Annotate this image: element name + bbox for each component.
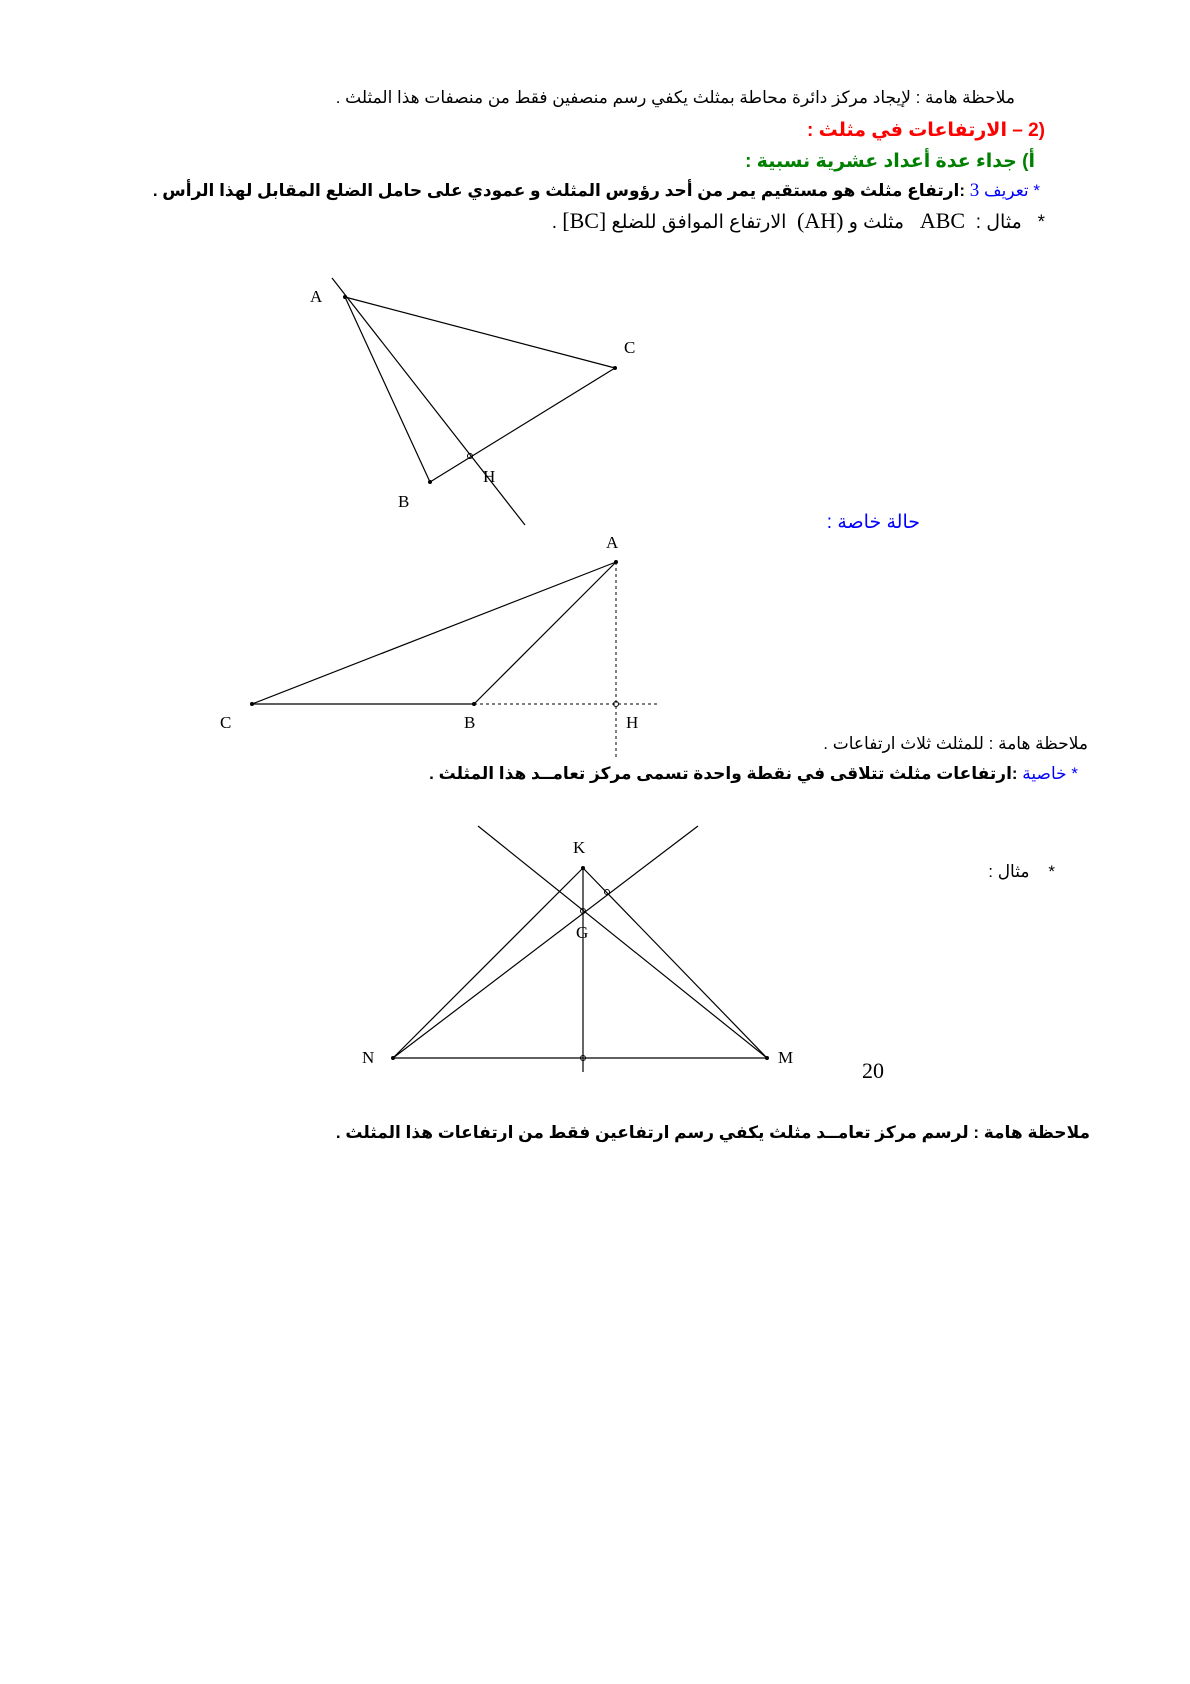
note-2-text: للمثلث ثلاث ارتفاعات .	[823, 734, 989, 753]
definition-3-text: :ارتفاع مثلث هو مستقيم يمر من أحد رؤوس المثلث و عمودي على حامل الضلع المقابل لهذا الرأس .	[152, 181, 970, 200]
special-case-label: حالة خاصة :	[826, 512, 920, 533]
note-1-label: ملاحظة هامة :	[915, 88, 1015, 107]
note-3	[336, 1123, 1090, 1143]
label-c: C	[220, 713, 232, 732]
definition-3-number: 3	[969, 180, 980, 201]
example-1-side: [BC]	[562, 208, 607, 233]
label-a: A	[310, 287, 323, 306]
label-h: H	[483, 467, 496, 486]
property-label: * خاصية	[1022, 764, 1078, 783]
definition-3-label: * تعريف	[984, 181, 1040, 200]
property-text: :ارتفاعات مثلث تتلاقى في نقطة واحدة تسمى مركز تعامــد هذا المثلث .	[429, 764, 1023, 783]
label-b: B	[464, 713, 476, 732]
note-2-label: ملاحظة هامة :	[988, 734, 1088, 753]
example-2-star: *	[1048, 862, 1055, 881]
example-1-triangle: ABC	[919, 208, 966, 233]
page-number: 20	[862, 1058, 884, 1083]
example-1-label: مثال :	[975, 212, 1022, 233]
example-1-text1: مثلث و	[848, 212, 905, 233]
example-1-star: *	[1037, 212, 1045, 233]
subsection-a-title: أ) جداء عدة أعداد عشرية نسبية :	[745, 151, 1035, 172]
label-h: H	[626, 713, 639, 732]
example-1-end: .	[551, 212, 557, 233]
segment-km	[583, 868, 767, 1058]
altitude-from-m	[478, 826, 767, 1058]
note-3-text: لرسم مركز تعامــد مثلث يكفي رسم ارتفاعين فقط من ارتفاعات هذا المثلث .	[335, 1123, 974, 1142]
point-m	[765, 1056, 769, 1060]
example-1-altitude: (AH)	[797, 208, 844, 233]
example-2-label: مثال :	[988, 862, 1030, 881]
label-g: G	[576, 923, 589, 942]
label-a: A	[606, 533, 619, 552]
point-n	[391, 1056, 395, 1060]
label-b: B	[398, 492, 410, 511]
segment-nk	[393, 868, 583, 1058]
example-1-text2: الارتفاع الموافق للضلع	[611, 212, 787, 233]
label-c: C	[624, 338, 636, 357]
label-n: N	[362, 1048, 375, 1067]
label-m: M	[778, 1048, 794, 1067]
note-3-label: ملاحظة هامة :	[973, 1123, 1090, 1142]
point-k	[581, 866, 585, 870]
label-k: K	[573, 838, 586, 857]
altitude-from-n	[393, 826, 698, 1058]
section-2-title: – الارتفاعات في مثلث :	[807, 120, 1029, 141]
note-1-text: لإيجاد مركز دائرة محاطة بمثلث يكفي رسم منصفين فقط من منصفات هذا المثلث .	[335, 88, 916, 107]
section-2-number: 2)	[1028, 120, 1045, 141]
